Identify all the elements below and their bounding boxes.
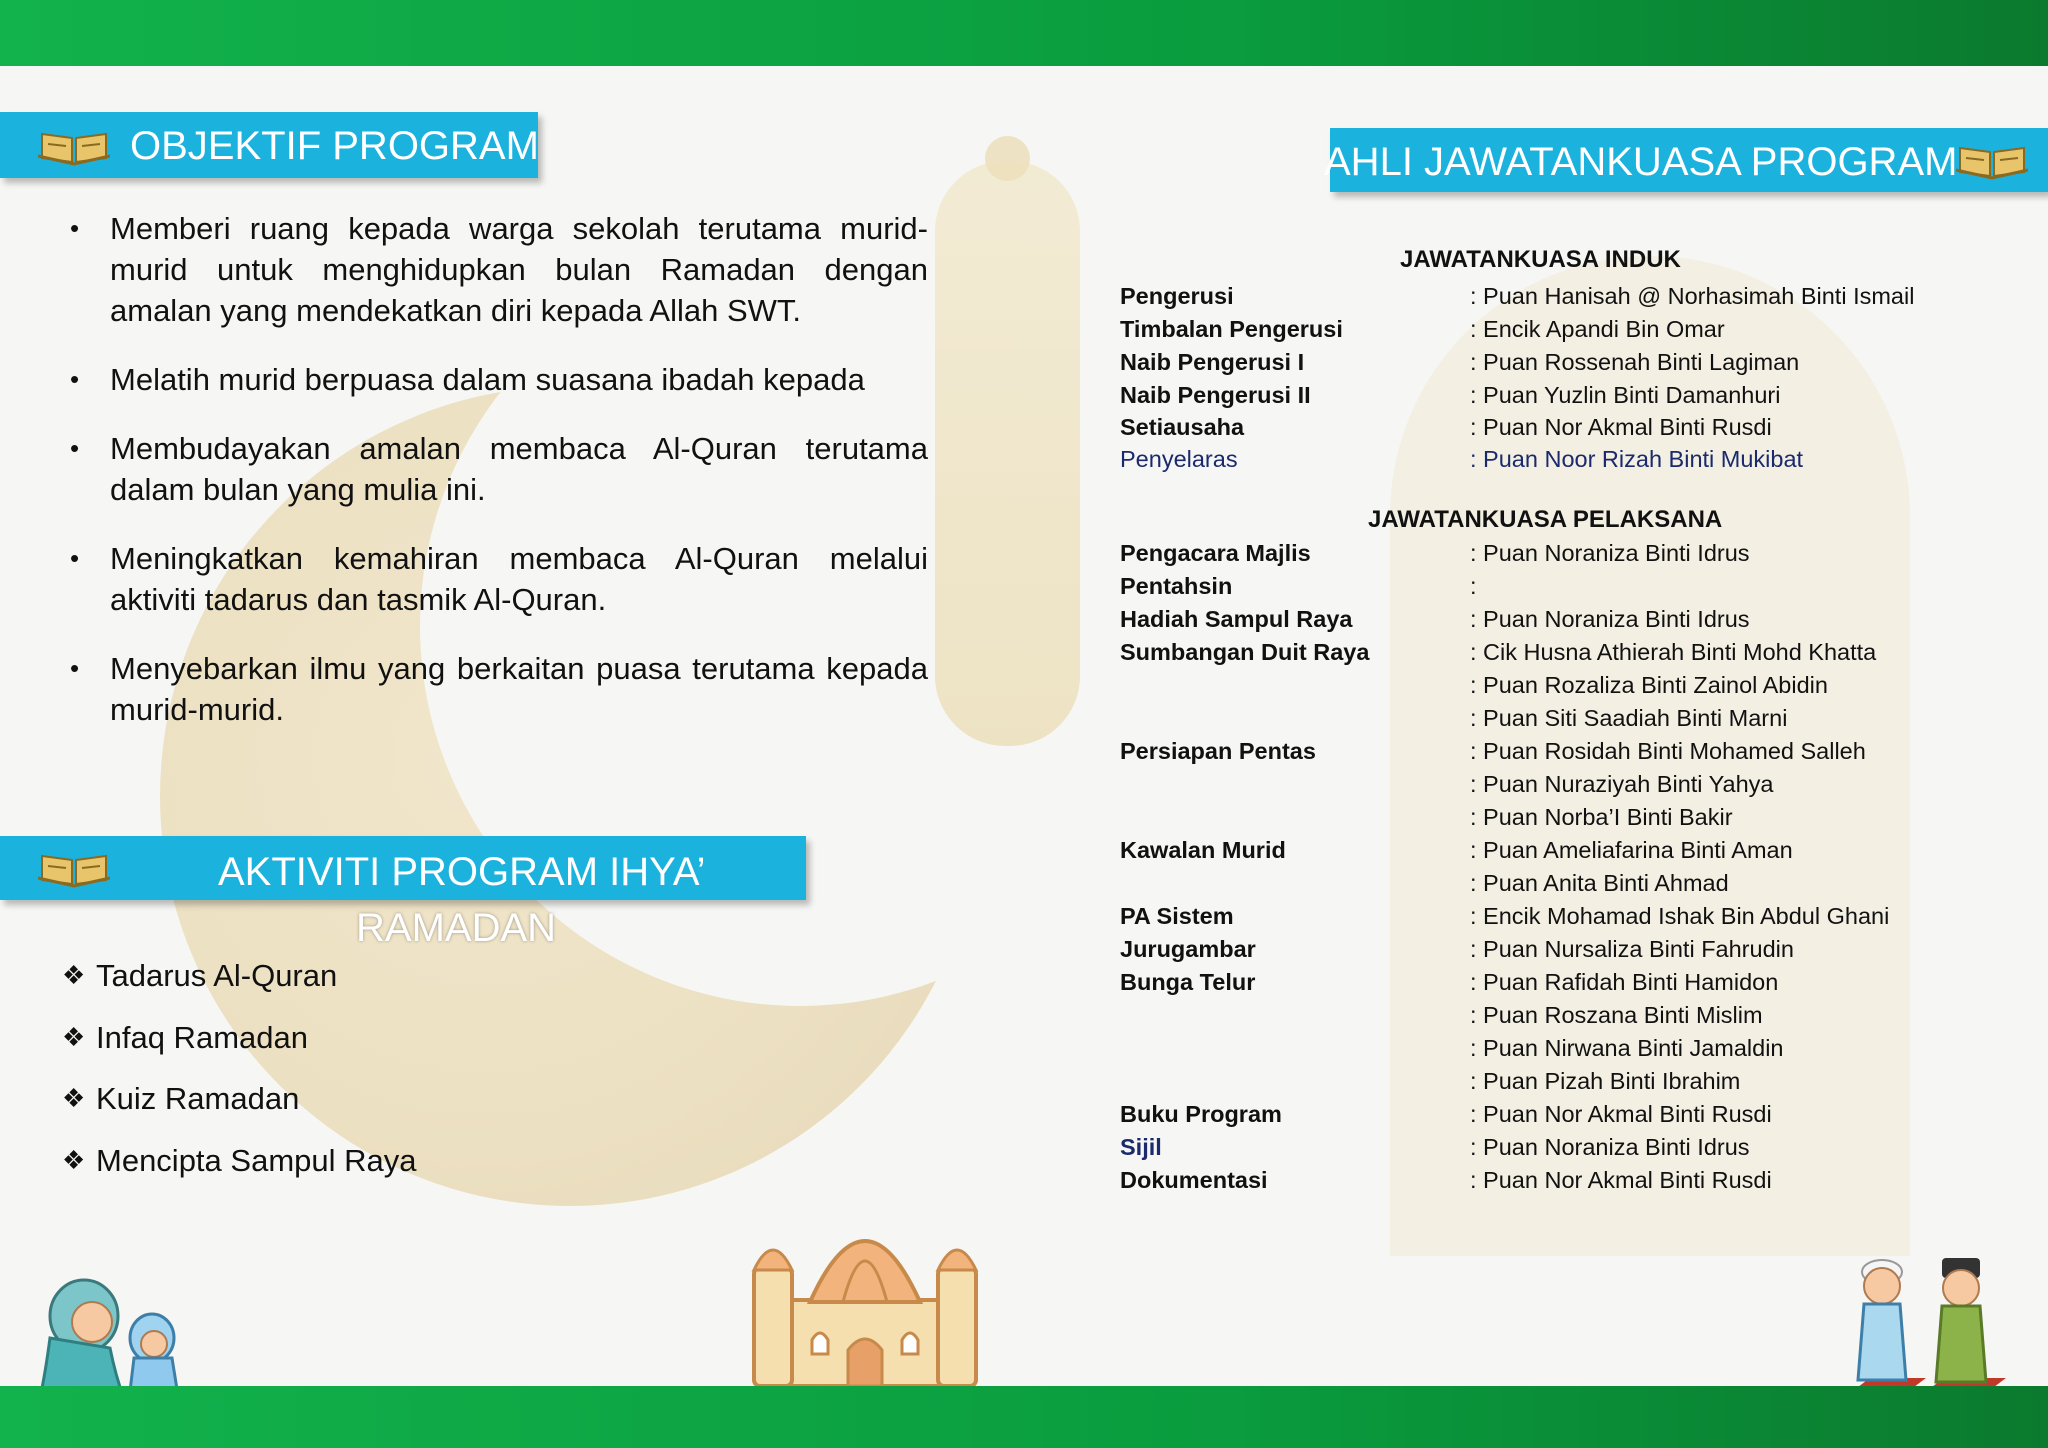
role-label: Sijil — [1120, 1134, 1162, 1160]
bullet-dot-icon: • — [70, 213, 80, 243]
pelaksana-title: JAWATANKUASA PELAKSANA — [1368, 506, 1723, 533]
objective-item — [60, 208, 928, 331]
activity-text: Tadarus Al-Quran — [96, 958, 338, 993]
bullet-dot-icon: • — [70, 543, 80, 573]
activity-text: Kuiz Ramadan — [96, 1081, 300, 1116]
role-label: Jurugambar — [1120, 936, 1256, 962]
activity-item — [62, 1017, 417, 1058]
role-label: Buku Program — [1120, 1101, 1282, 1127]
objective-item — [60, 359, 928, 400]
member-name: : Puan Noraniza Binti Idrus — [1470, 606, 1750, 632]
member-name: : Puan Noraniza Binti Idrus — [1470, 540, 1750, 566]
member-name: : Puan Noraniza Binti Idrus — [1470, 1134, 1750, 1160]
member-name: : Puan Nursaliza Binti Fahrudin — [1470, 936, 1794, 962]
activity-text: Infaq Ramadan — [96, 1019, 308, 1055]
activities-list — [62, 955, 417, 1201]
objective-text: Menyebarkan ilmu yang berkaitan puasa terutama kepada murid-murid. — [110, 651, 928, 727]
committee-header — [1324, 128, 2048, 192]
role-label: Pentahsin — [1120, 573, 1233, 599]
member-name: : Puan Nor Akmal Binti Rusdi — [1470, 1101, 1772, 1127]
diamond-bullet-icon: ❖ — [62, 1083, 86, 1113]
member-name: : Encik Apandi Bin Omar — [1470, 316, 1725, 342]
objectives-header — [0, 112, 538, 178]
role-label: Setiausaha — [1120, 414, 1245, 440]
role-label: Persiapan Pentas — [1120, 738, 1316, 764]
bullet-dot-icon: • — [70, 653, 80, 683]
member-name: : Puan Rosidah Binti Mohamed Salleh — [1470, 738, 1866, 764]
diamond-bullet-icon: ❖ — [62, 960, 86, 990]
activity-item — [62, 1140, 417, 1181]
member-name: : Puan Norba’I Binti Bakir — [1470, 804, 1733, 830]
objective-text: Meningkatkan kemahiran membaca Al-Quran melalui aktiviti tadarus dan tasmik Al-Quran. — [110, 541, 928, 617]
member-name: : Puan Rossenah Binti Lagiman — [1470, 349, 1800, 375]
member-name: : Puan Siti Saadiah Binti Marni — [1470, 705, 1788, 731]
lantern-decoration — [935, 161, 1080, 746]
member-name: : Puan Ameliafarina Binti Aman — [1470, 837, 1793, 863]
objectives-title: OBJEKTIF PROGRAM — [130, 124, 539, 168]
member-name: : Cik Husna Athierah Binti Mohd Khatta — [1470, 639, 1877, 665]
activities-title-line2: RAMADAN — [356, 906, 557, 950]
top-green-band — [0, 0, 2048, 66]
role-label: Pengacara Majlis — [1120, 540, 1311, 566]
member-name: : Puan Nor Akmal Binti Rusdi — [1470, 1167, 1772, 1193]
member-name: : Puan Pizah Binti Ibrahim — [1470, 1068, 1741, 1094]
quran-book-icon — [38, 848, 110, 888]
bullet-dot-icon: • — [70, 364, 80, 394]
diamond-bullet-icon: ❖ — [62, 1021, 86, 1052]
objective-text: Membudayakan amalan membaca Al-Quran terutama dalam bulan yang mulia ini. — [110, 431, 928, 507]
role-label: Naib Pengerusi I — [1120, 349, 1305, 375]
objectives-list — [60, 208, 928, 758]
activities-title-line1: AKTIVITI PROGRAM IHYA’ — [218, 850, 706, 894]
quran-book-icon — [1956, 140, 2028, 180]
objective-text: Melatih murid berpuasa dalam suasana ibadah kepada — [110, 362, 865, 397]
member-name: : Puan Roszana Binti Mislim — [1470, 1002, 1763, 1028]
member-name: : Puan Nuraziyah Binti Yahya — [1470, 771, 1774, 797]
member-name: : Encik Mohamad Ishak Bin Abdul Ghani — [1470, 903, 1890, 929]
bottom-green-band — [0, 1386, 2048, 1448]
activities-header — [0, 836, 806, 900]
role-label: Sumbangan Duit Raya — [1120, 639, 1370, 665]
role-label: Dokumentasi — [1120, 1167, 1268, 1193]
role-label: Naib Pengerusi II — [1120, 382, 1311, 408]
role-label: Penyelaras — [1120, 446, 1238, 472]
activity-item — [62, 955, 417, 996]
mosque-illustration — [748, 1190, 982, 1390]
member-name: : Puan Nirwana Binti Jamaldin — [1470, 1035, 1784, 1061]
induk-title: JAWATANKUASA INDUK — [1400, 246, 1681, 273]
objective-item — [60, 648, 928, 730]
quran-book-icon — [38, 126, 110, 166]
role-label: Kawalan Murid — [1120, 837, 1286, 863]
member-name: : Puan Rafidah Binti Hamidon — [1470, 969, 1779, 995]
activity-item — [62, 1078, 417, 1119]
member-name: : Puan Rozaliza Binti Zainol Abidin — [1470, 672, 1828, 698]
member-name: : Puan Hanisah @ Norhasimah Binti Ismail — [1470, 283, 1915, 309]
objective-item — [60, 428, 928, 510]
member-name: : Puan Anita Binti Ahmad — [1470, 870, 1729, 896]
activity-text: Mencipta Sampul Raya — [96, 1142, 417, 1178]
role-label: Timbalan Pengerusi — [1120, 316, 1343, 342]
role-label: Hadiah Sampul Raya — [1120, 606, 1353, 632]
member-name: : Puan Noor Rizah Binti Mukibat — [1470, 446, 1804, 472]
diamond-bullet-icon: ❖ — [62, 1144, 86, 1175]
objective-item — [60, 538, 928, 620]
member-name: : Puan Yuzlin Binti Damanhuri — [1470, 382, 1781, 408]
bullet-dot-icon: • — [70, 433, 80, 463]
role-label: Bunga Telur — [1120, 969, 1256, 995]
member-name: : — [1470, 573, 1477, 599]
committee-title: AHLI JAWATANKUASA PROGRAM — [1324, 140, 1958, 184]
objective-text: Memberi ruang kepada warga sekolah terutama murid-murid untuk menghidupkan bulan Ramadan dengan amalan yang mendekatkan diri kepada Allah SWT. — [110, 211, 928, 328]
member-name: : Puan Nor Akmal Binti Rusdi — [1470, 414, 1772, 440]
role-label: PA Sistem — [1120, 903, 1234, 929]
role-label: Pengerusi — [1120, 283, 1234, 309]
